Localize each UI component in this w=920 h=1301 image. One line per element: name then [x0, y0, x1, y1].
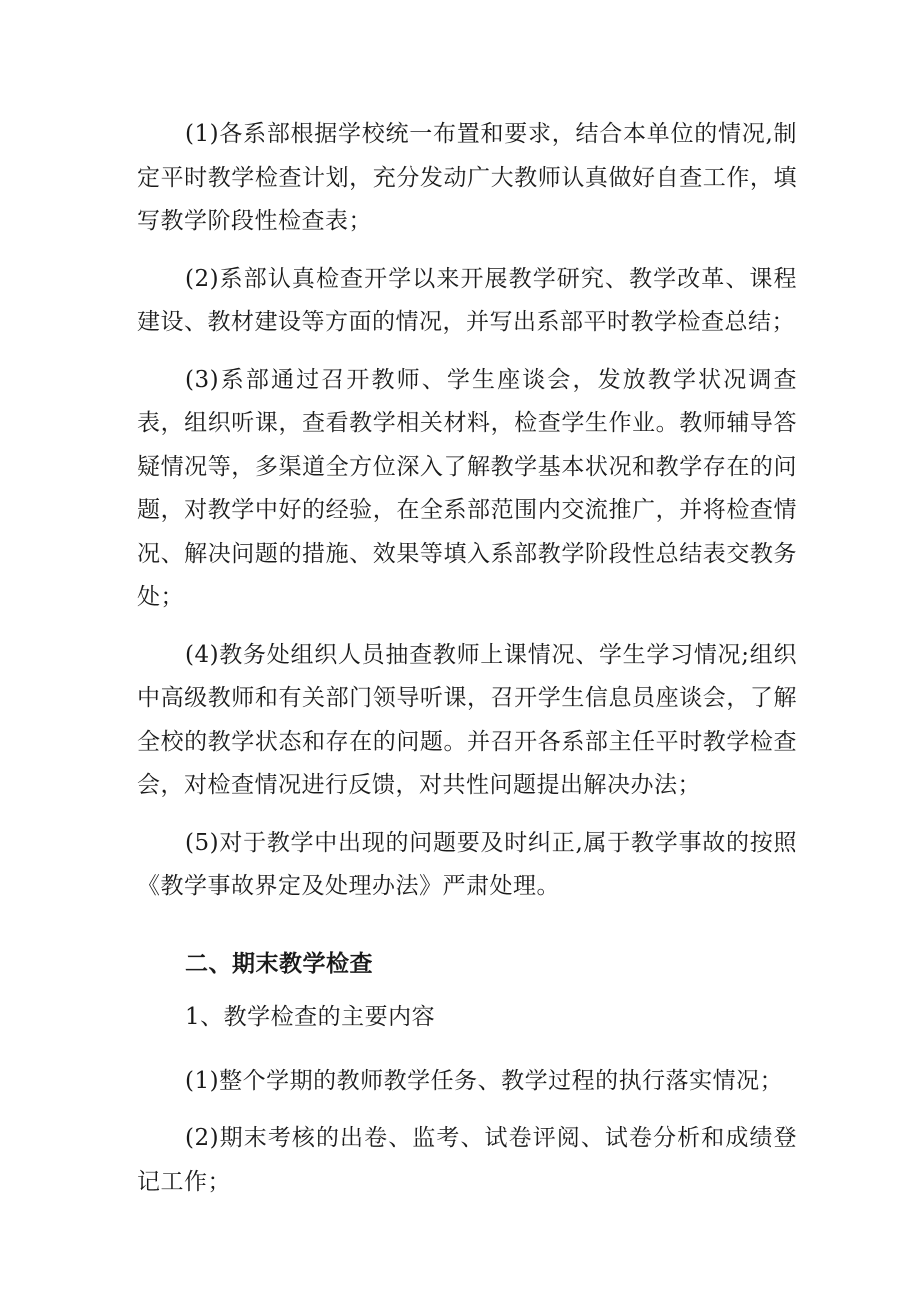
paragraph-item-3: (3)系部通过召开教师、学生座谈会，发放教学状况调查表，组织听课，查看教学相关材料，检查学生作业。教师辅导答疑情况等，多渠道全方位深入了解教学基本状况和教学存在的问题，对教学中好的经验，在全系部范围内交流推广，并将检查情况、解决问题的措施、效果等填入系部教学阶段性总结表交教务处； — [137, 366, 797, 610]
document-body — [137, 113, 797, 1204]
paragraph-item-1: (1)各系部根据学校统一布置和要求，结合本单位的情况,制定平时教学检查计划，充分发动广大教师认真做好自查工作，填写教学阶段性检查表； — [137, 121, 797, 234]
subsection-heading-main-content: 1、教学检查的主要内容 — [185, 1004, 436, 1030]
paragraph-item-6: (1)整个学期的教师教学任务、教学过程的执行落实情况； — [185, 1067, 784, 1094]
paragraph-item-2: (2)系部认真检查开学以来开展教学研究、教学改革、课程建设、教材建设等方面的情况，并写出系部平时教学检查总结； — [137, 265, 797, 335]
paragraph-item-4: (4)教务处组织人员抽查教师上课情况、学生学习情况;组织中高级教师和有关部门领导听课，召开学生信息员座谈会，了解全校的教学状态和存在的问题。并召开各系部主任平时教学检查会，对检查情况进行反馈，对共性问题提出解决办法； — [137, 641, 797, 798]
paragraph-item-5: (5)对于教学中出现的问题要及时纠正,属于教学事故的按照《教学事故界定及处理办法》严肃处理。 — [137, 829, 797, 899]
paragraph-item-7: (2)期末考核的出卷、监考、试卷评阅、试卷分析和成绩登记工作； — [137, 1125, 797, 1195]
section-heading-final-inspection: 二、期末教学检查 — [185, 950, 373, 977]
